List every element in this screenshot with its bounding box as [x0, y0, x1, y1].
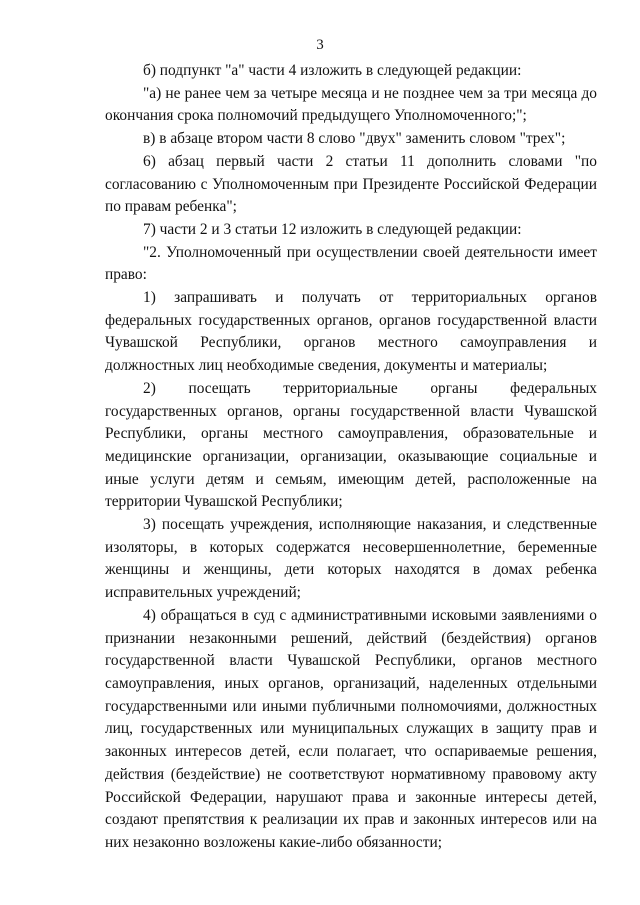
paragraph: 7) части 2 и 3 статьи 12 изложить в следующей редакции: [143, 220, 522, 238]
paragraph: "а) не ранее чем за четыре месяца и не позднее чем за три месяца до окончания срока полномочий предыдущего Уполномоченного;"; [105, 84, 597, 125]
page-number: 3 [316, 37, 324, 53]
paragraph: 2) посещать территориальные органы федеральных государственных органов, органы государственной власти Чувашской Республики, органы местного самоуправления, образовательные и медицинские организации, организации, оказывающие социальные и иные услуги детям и семьям, имеющим детей, расположенные на территории Чувашской Республики; [105, 379, 597, 511]
paragraph: "2. Уполномоченный при осуществлении своей деятельности имеет право: [105, 243, 597, 284]
paragraph: 4) обращаться в суд с административными исковыми заявлениями о признании незаконными решений, действий (бездействия) органов государственной власти Чувашской Республики, органов местного самоуправления, иных органов, организаций, наделенных отдельными государственными или иными публичными полномочиями, должностных лиц, государственных или муниципальных служащих в защиту прав и законных интересов детей, если полагает, что оспариваемые решения, действия (бездействие) не соответствуют нормативному правовому акту Российской Федерации, нарушают права и законные интересы детей, создают препятствия к реализации их прав и законных интересов или на них незаконно возложены какие-либо обязанности; [105, 606, 597, 851]
paragraph: 3) посещать учреждения, исполняющие наказания, и следственные изоляторы, в которых содержатся несовершеннолетние, беременные женщины и женщины, дети которых находятся в домах ребенка исправительных учреждений; [105, 516, 597, 602]
paragraph: б) подпункт "а" части 4 изложить в следующей редакции: [143, 62, 522, 79]
paragraph: в) в абзаце втором части 8 слово "двух" заменить словом "трех"; [143, 130, 566, 148]
paragraph: 6) абзац первый части 2 статьи 11 дополнить словами "по согласованию с Уполномоченным при Президенте Российской Федерации по правам ребенка"; [105, 152, 597, 216]
document-body [105, 60, 597, 855]
paragraph: 1) запрашивать и получать от территориальных органов федеральных государственных органов, органов государственной власти Чувашской Республики, органов местного самоуправления и должностных лиц необходимые сведения, документы и материалы; [105, 289, 597, 375]
